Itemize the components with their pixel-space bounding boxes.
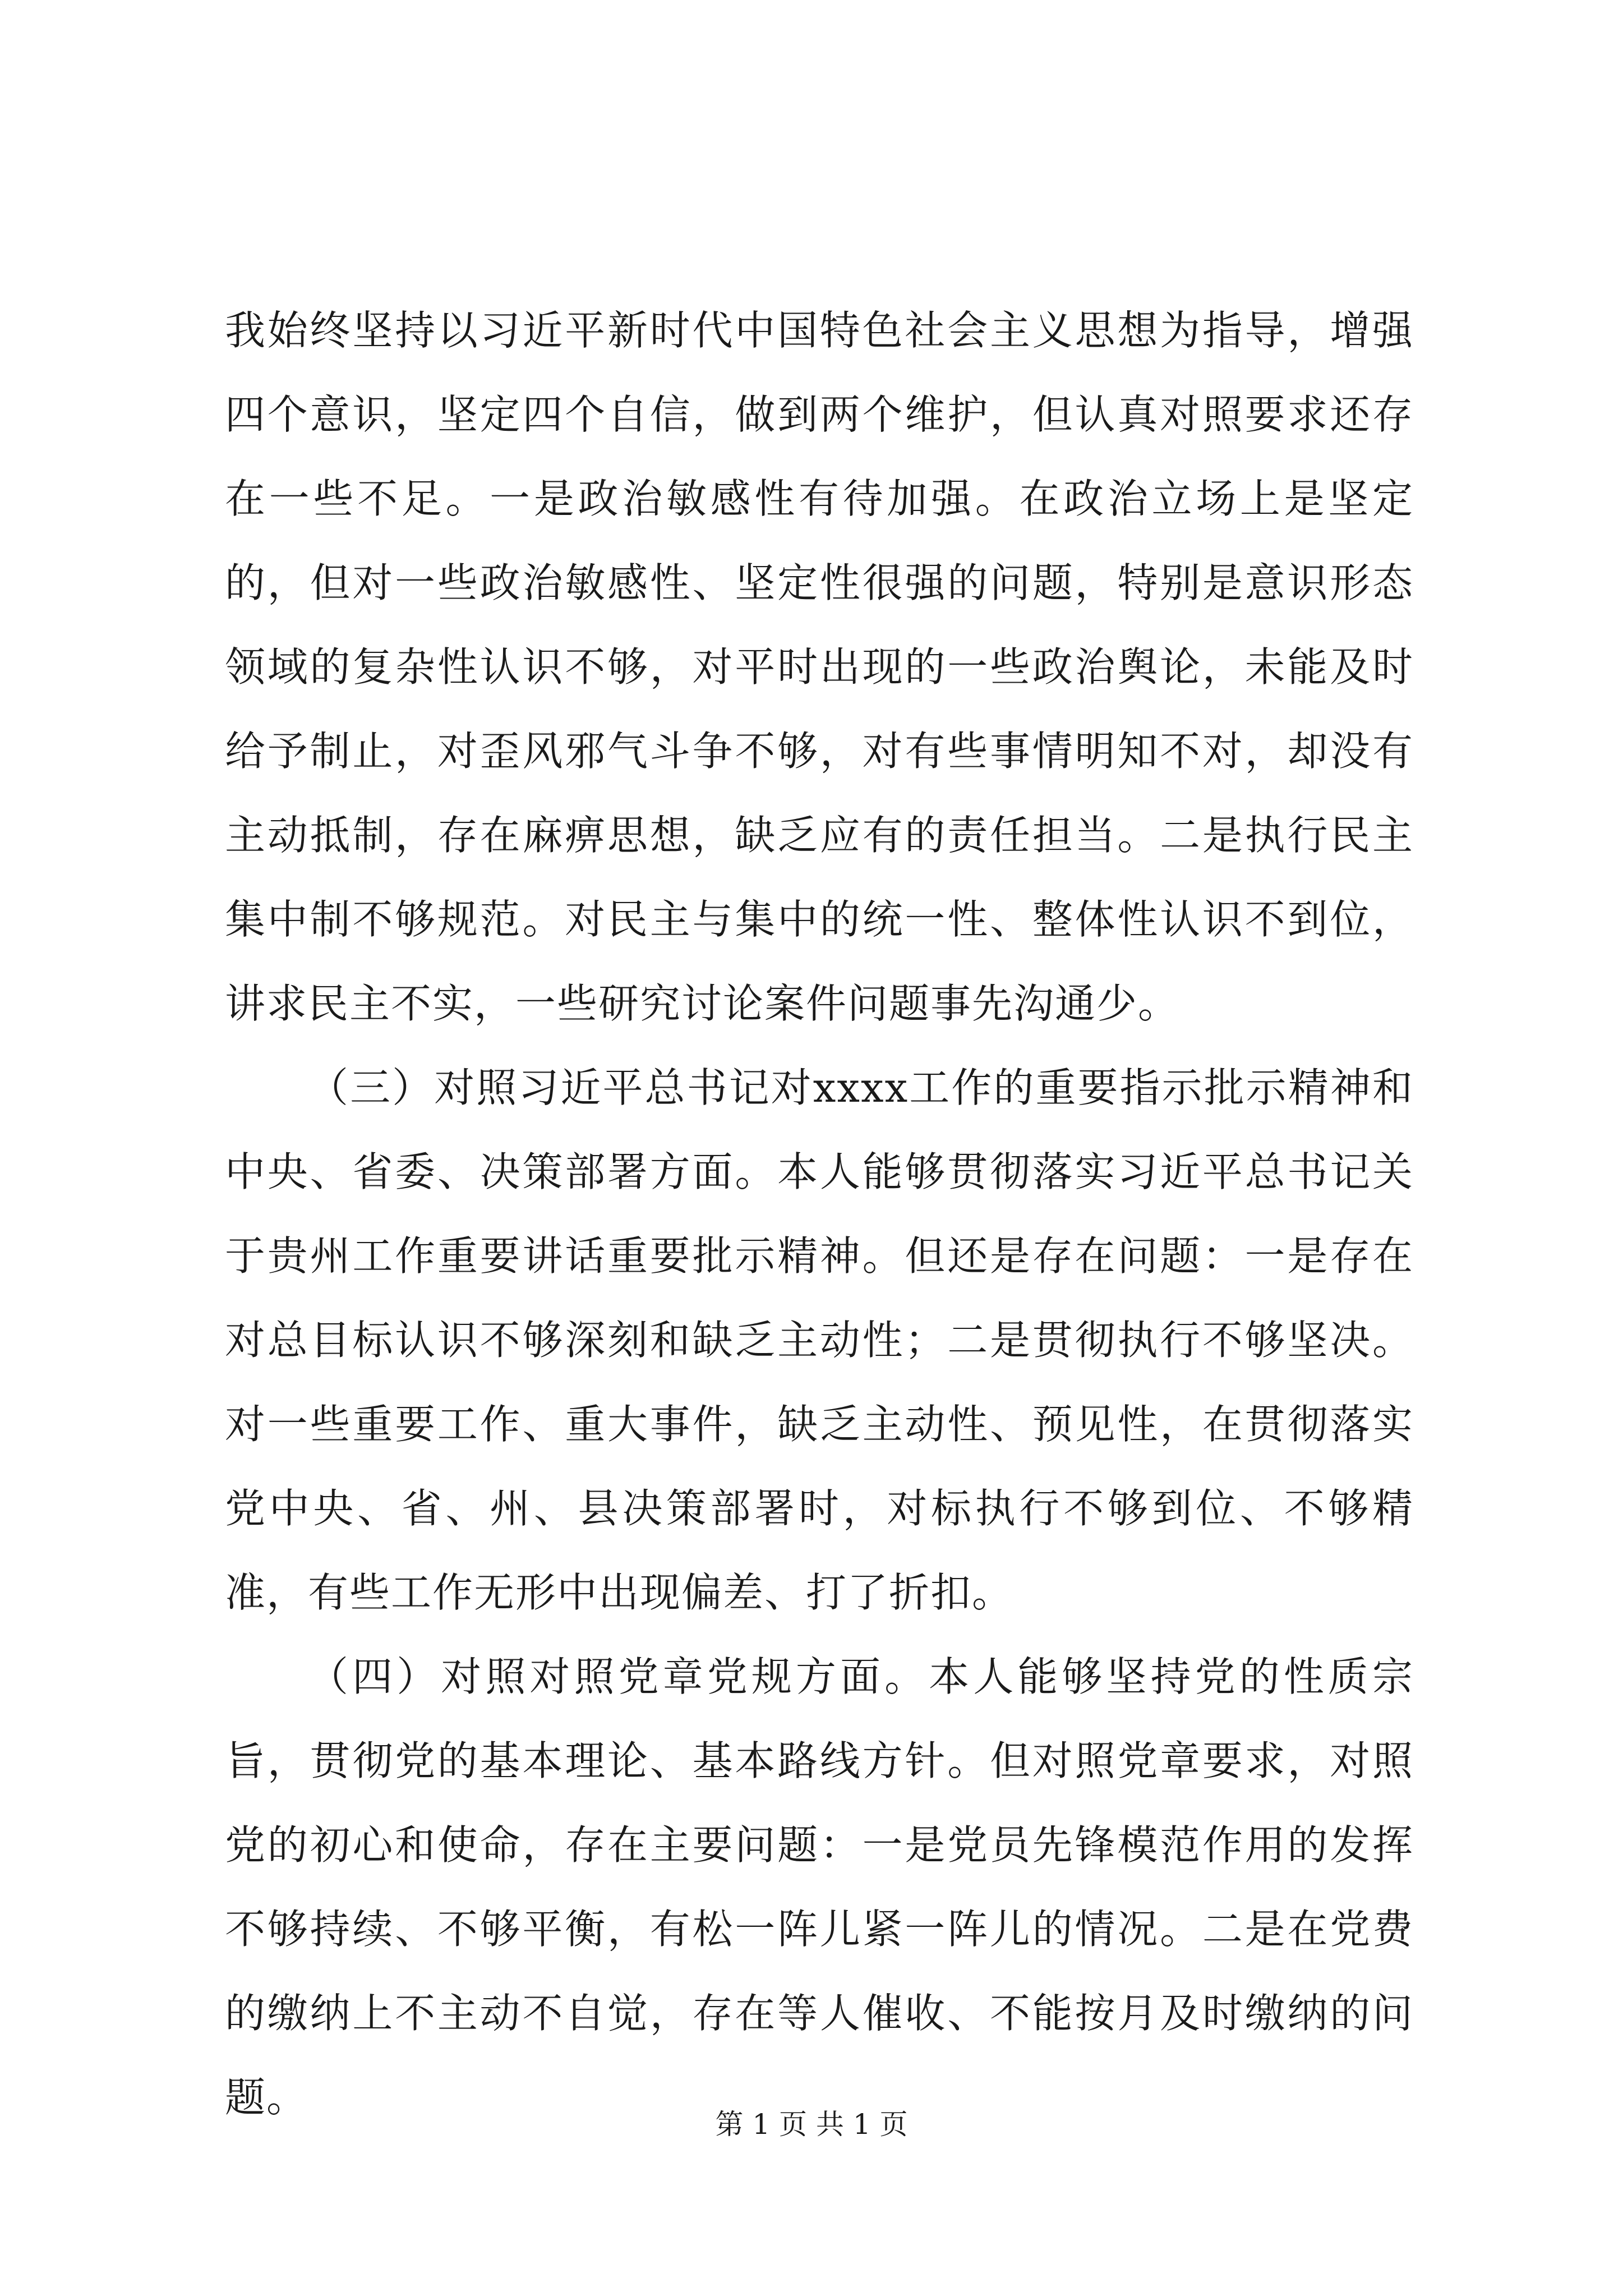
paragraph-section-four: （四）对照对照党章党规方面。本人能够坚持党的性质宗旨，贯彻党的基本理论、基本路线方针。但对照党章要求，对照党的初心和使命，存在主要问题：一是党员先锋模范作用的发挥不够持续、不够平衡，有松一阵儿紧一阵儿的情况。二是在党费的缴纳上不主动不自觉，存在等人催收、不能按月及时缴纳的问题。 [225, 1653, 1414, 2121]
paragraph-section-three: （三）对照习近平总书记对xxxx工作的重要指示批示精神和中央、省委、决策部署方面。本人能够贯彻落实习近平总书记关于贵州工作重要讲话重要批示精神。但还是存在问题：一是存在对总目标认识不够深刻和缺乏主动性；二是贯彻执行不够坚决。对一些重要工作、重大事件，缺乏主动性、预见性，在贯彻落实党中央、省、州、县决策部署时，对标执行不够到位、不够精准，有些工作无形中出现偏差、打了折扣。 [225, 1064, 1414, 1616]
document-body [225, 288, 1414, 2139]
paragraph-political-stance: 我始终坚持以习近平新时代中国特色社会主义思想为指导，增强四个意识，坚定四个自信，做到两个维护，但认真对照要求还存在一些不足。一是政治敏感性有待加强。在政治立场上是坚定的，但对一些政治敏感性、坚定性很强的问题，特别是意识形态领域的复杂性认识不够，对平时出现的一些政治舆论，未能及时给予制止，对歪风邪气斗争不够，对有些事情明知不对，却没有主动抵制，存在麻痹思想，缺乏应有的责任担当。二是执行民主集中制不够规范。对民主与集中的统一性、整体性认识不到位，讲求民主不实，一些研究讨论案件问题事先沟通少。 [225, 307, 1414, 1027]
page-number-footer: 第 1 页 共 1 页 [715, 2108, 908, 2141]
